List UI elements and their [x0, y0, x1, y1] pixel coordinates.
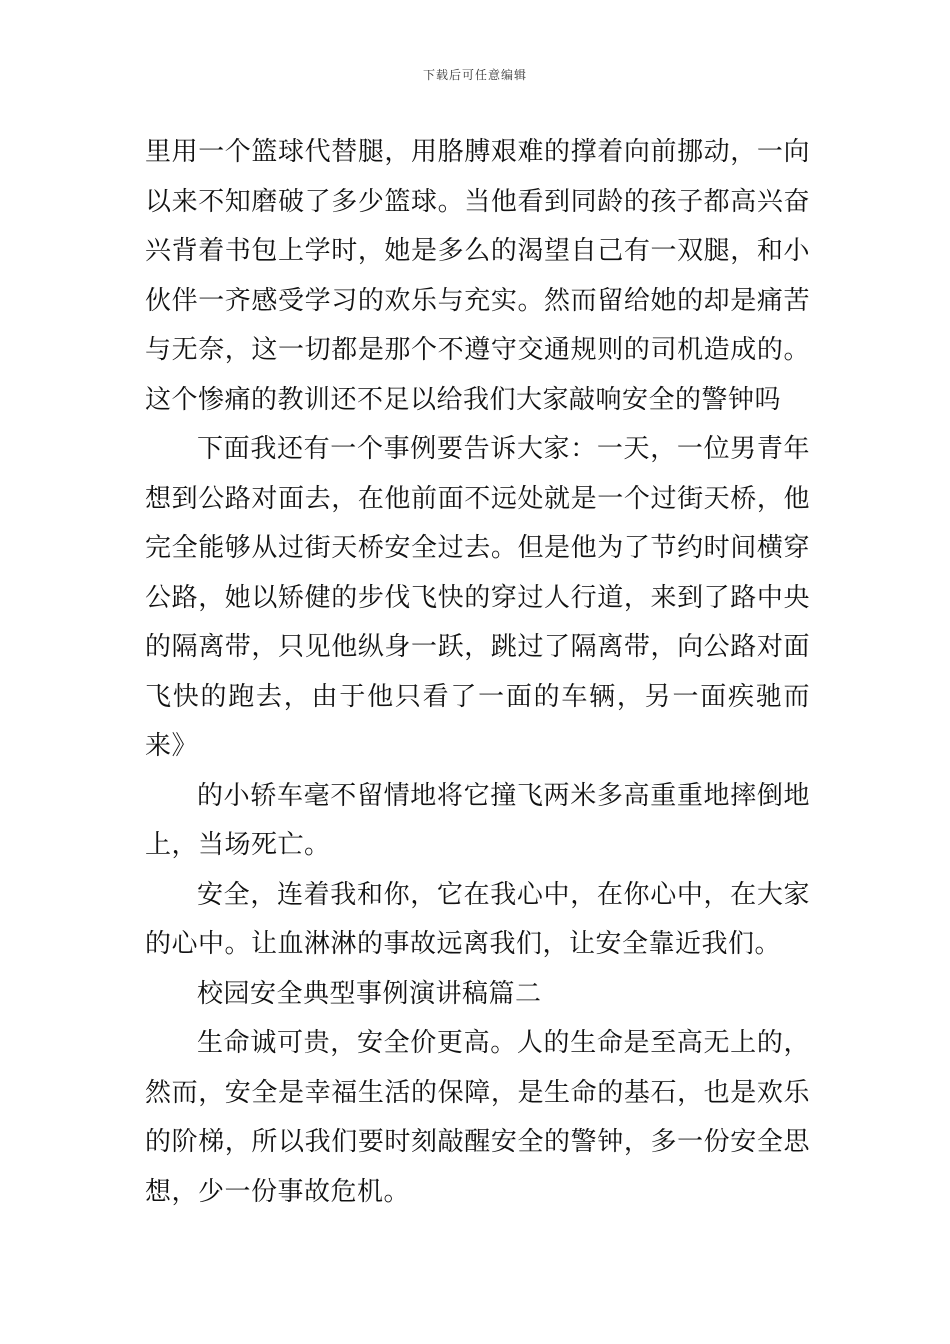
paragraph-3: 的小轿车毫不留情地将它撞飞两米多高重重地摔倒地上，当场死亡。 — [145, 780, 810, 860]
paragraph-5: 生命诚可贵，安全价更高。人的生命是至高无上的，然而，安全是幸福生活的保障，是生命的基石，也是欢乐的阶梯，所以我们要时刻敲醒安全的警钟，多一份安全思想，少一份事故危机。 — [145, 1028, 810, 1207]
section-heading: 校园安全典型事例演讲稿篇二 — [197, 978, 542, 1009]
paragraph-1: 里用一个篮球代替腿，用胳膊艰难的撑着向前挪动，一向以来不知磨破了多少篮球。当他看到同龄的孩子都高兴奋兴背着书包上学时，她是多么的渴望自己有一双腿，和小伙伴一齐感受学习的欢乐与充实。然而留给她的却是痛苦与无奈，这一切都是那个不遵守交通规则的司机造成的。这个惨痛的教训还不足以给我们大家敲响安全的警钟吗 — [145, 137, 810, 415]
document-body — [145, 128, 810, 1217]
paragraph-4: 安全，连着我和你，它在我心中，在你心中，在大家的心中。让血淋淋的事故远离我们，让安全靠近我们。 — [145, 879, 810, 959]
page-header: 下载后可任意编辑 — [422, 68, 527, 82]
paragraph-2: 下面我还有一个事例要告诉大家：一天，一位男青年想到公路对面去，在他前面不远处就是一个过街天桥，他完全能够从过街天桥安全过去。但是他为了节约时间横穿公路，她以矫健的步伐飞快的穿过人行道，来到了路中央的隔离带，只见他纵身一跃，跳过了隔离带，向公路对面飞快的跑去，由于他只看了一面的车辆，另一面疾驰而来》 — [145, 434, 810, 761]
